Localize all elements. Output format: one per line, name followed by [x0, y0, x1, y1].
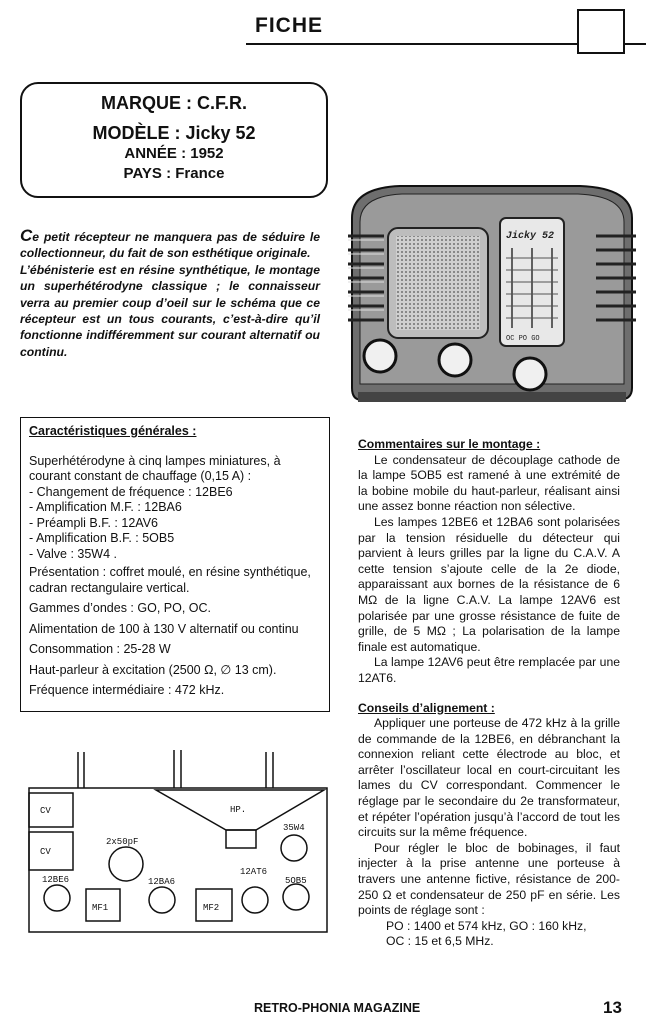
year-line: ANNÉE : 1952 — [124, 145, 224, 162]
spec-item: Alimentation de 100 à 130 V alternatif ou continu — [29, 621, 299, 636]
page-header-title: FICHE — [255, 14, 323, 37]
header-box — [577, 9, 625, 54]
spec-item: Gammes d’ondes : GO, PO, OC. — [29, 601, 212, 615]
dial-bands-text: OC PO GO — [506, 335, 540, 343]
dial-brand-text: Jicky 52 — [506, 231, 555, 242]
brand-line: MARQUE : C.F.R. — [101, 93, 247, 113]
cv-label: CV — [40, 806, 51, 816]
footer-magazine: RETRO-PHONIA MAGAZINE — [254, 1001, 421, 1015]
cv-label: CV — [40, 847, 51, 857]
chassis-diagram — [28, 740, 330, 935]
mf2-label: MF2 — [203, 903, 220, 913]
specifications-title: Caractéristiques générales : — [29, 424, 197, 438]
intro-text — [20, 228, 320, 360]
tube-item: - Amplification B.F. : 5OB5 — [29, 531, 175, 545]
hp-label: HP. — [230, 805, 247, 815]
tube-label: 12BA6 — [148, 877, 176, 887]
commentary-paragraph: Les lampes 12BE6 et 12BA6 sont polarisées par la tension résiduelle du détecteur qui parvient à leurs grilles par la ligne du C.A.V. A cette tension s’ajoute celle de la 2e diode, apparaissant aux bornes de la résistance de 6 MΩ de la ligne C.A.V. La lampe 12AV6 est polarisée par une grosse résistance de fuite de grille, de 5 MΩ ; La polarisation de la lampe finale est automatique. — [358, 514, 620, 654]
tube-item: - Amplification M.F. : 12BA6 — [29, 500, 182, 514]
commentary-paragraph: La lampe 12AV6 peut être remplacée par une 12AT6. — [358, 655, 620, 685]
capacitor-label: 2x50pF — [106, 837, 139, 847]
spec-item: Consommation : 25-28 W — [29, 642, 171, 656]
specifications-intro: Superhétérodyne à cinq lampes miniatures, à courant constant de chauffage (0,15 A) : — [29, 453, 281, 483]
tube-label: 12AT6 — [240, 867, 268, 877]
commentary-paragraph: Le condensateur de découplage cathode de la lampe 5OB5 est ramené à une extrémité de la bobine mobile du haut-parleur, réalisant ainsi une assez bonne réaction non sélective. — [358, 452, 620, 514]
alignment-paragraph: Appliquer une porteuse de 472 kHz à la grille de commande de la 12BE6, en débranchant la connexion reliant cette électrode au bloc, et arrêter l’oscillateur local en court-circuitant les lames du CV correspondant. Commencer le réglage par le secondaire du 2e transformateur, et répéter l’opération jusqu’à l’accord de tout les circuits sur la même fréquence. — [358, 716, 620, 840]
alignment-paragraph: Pour régler le bloc de bobinages, il faut injecter à la prise antenne une porteuse à travers une antenne fictive, résistance de 200-250 Ω et condensateur de 250 pF en série. Les points de réglage sont : — [358, 840, 620, 918]
tube-label: 35W4 — [283, 823, 305, 833]
intro-paragraph-2: L’ébénisterie est en résine synthétique, le montage un superhétérodyne classique ; le connaisseur verra au premier coup d’oeil sur le schéma que ce récepteur est un tous courants, c’est-à-dire qu’il fonctionne indifféremment sur courant alternatif ou continu. — [20, 262, 320, 359]
country-line: PAYS : France — [123, 165, 225, 182]
tube-label: 12BE6 — [42, 875, 70, 885]
intro-dropcap: C — [20, 226, 33, 245]
spec-item: Présentation : coffret moulé, en résine synthétique, cadran rectangulaire vertical. — [29, 565, 311, 595]
alignment-points-oc: OC : 15 et 6,5 MHz. — [386, 934, 494, 949]
alignment-points-po: PO : 1400 et 574 kHz, GO : 160 kHz, — [386, 918, 587, 933]
alignment-title: Conseils d’alignement : — [358, 700, 495, 715]
tube-item: - Préampli B.F. : 12AV6 — [29, 515, 158, 530]
tube-item: - Changement de fréquence : 12BE6 — [29, 484, 233, 499]
spec-item: Fréquence intermédiaire : 472 kHz. — [29, 683, 225, 697]
tube-label: 5OB5 — [285, 876, 307, 886]
radio-photo — [340, 178, 640, 408]
model-line: MODÈLE : Jicky 52 — [92, 123, 256, 143]
mf1-label: MF1 — [92, 903, 109, 913]
right-column — [358, 437, 620, 950]
identity-box — [20, 82, 328, 198]
intro-paragraph-1: e petit récepteur ne manquera pas de séduire le collectionneur, du fait de son esthétique originale. — [20, 230, 320, 261]
page-number: 13 — [603, 998, 622, 1017]
spec-item: Haut-parleur à excitation (2500 Ω, ∅ 13 cm). — [29, 662, 277, 677]
tube-item: - Valve : 35W4 . — [29, 546, 117, 561]
commentary-title: Commentaires sur le montage : — [358, 437, 541, 451]
specifications-box — [20, 417, 330, 712]
